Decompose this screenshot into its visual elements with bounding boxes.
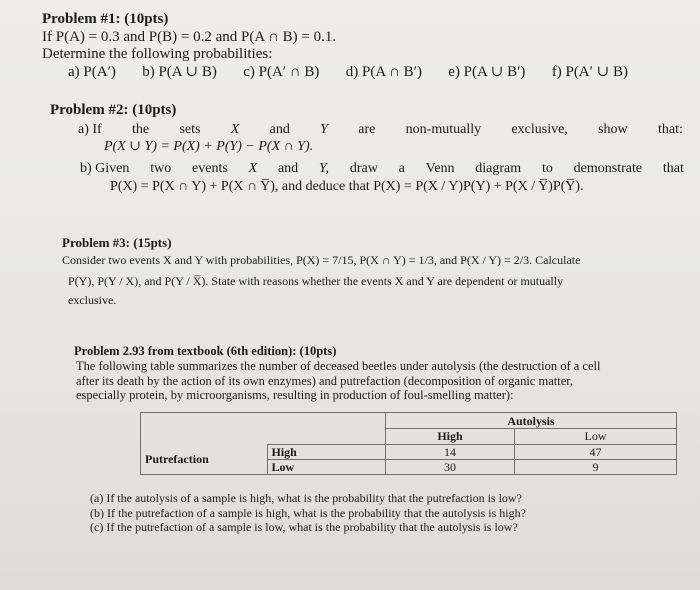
problem-3-title: Problem #3: (15pts): [62, 235, 172, 250]
problem-2-title: Problem #2: (10pts): [50, 102, 177, 118]
part-a: a) P(A′): [68, 64, 116, 80]
question-a: (a) If the autolysis of a sample is high, what is the probability that the putrefaction is low?: [90, 491, 522, 505]
problem-1-instruction: Determine the following probabilities:: [42, 46, 273, 62]
problem-1-given: If P(A) = 0.3 and P(B) = 0.2 and P(A ∩ B) = 0.1.: [42, 29, 337, 45]
problem-4-line-3: especially protein, by microorganisms, resulting in production of foul-smelling matter):: [76, 388, 514, 402]
cell-high-high: 14: [386, 444, 515, 459]
row-label-high: High: [267, 444, 386, 459]
problem-1-parts: [68, 65, 628, 80]
problem-4-line-2: after its death by the action of its own enzymes) and putrefaction (decomposition of organic matter,: [76, 374, 574, 388]
part-b: b) P(A ∪ B): [142, 64, 217, 80]
question-b: (b) If the putrefaction of a sample is high, what is the probability that the autolysis is high?: [90, 506, 526, 520]
problem-2b-text: b) Given two events X and Y, draw a Venn diagram to demonstrate that: [80, 161, 684, 176]
beetle-table: [140, 412, 677, 475]
problem-4-line-1: The following table summarizes the number of deceased beetles under autolysis (the destruction of a cell: [76, 359, 601, 373]
cell-low-high: 30: [386, 459, 515, 474]
problem-3-line-2: P(Y), P(Y / X), and P(Y / X̅). State with reasons whether the events X and Y are dependent or mutually: [68, 274, 564, 288]
row-header-putrefaction: Putrefaction: [141, 444, 268, 474]
row-label-low: Low: [267, 459, 386, 474]
problem-3-line-3: exclusive.: [68, 293, 117, 307]
problem-1-title: Problem #1: (10pts): [42, 11, 169, 27]
part-f: f) P(A′ ∪ B): [551, 64, 628, 80]
question-c: (c) If the putrefaction of a sample is low, what is the probability that the autolysis is low?: [90, 520, 518, 534]
problem-2b-formula: P(X) = P(X ∩ Y) + P(X ∩ Y̅), and deduce that P(X) = P(X / Y)P(Y) + P(X / Y̅)P(Y̅).: [110, 179, 584, 194]
problem-2a-text: a) If the sets X and Y are non-mutually exclusive, show that:: [78, 122, 683, 137]
col-header-high: High: [386, 429, 515, 444]
col-header-low: Low: [515, 429, 677, 444]
part-e: e) P(A ∪ B′): [448, 64, 526, 80]
cell-high-low: 47: [515, 444, 677, 459]
problem-3-line-1: Consider two events X and Y with probabilities, P(X) = 7/15, P(X ∩ Y) = 1/3, and P(X / Y) = 2/3. Calculate: [62, 253, 581, 267]
problem-4-title: Problem 2.93 from textbook (6th edition): (10pts): [74, 344, 337, 358]
problem-2a-formula: P(X ∪ Y) = P(X) + P(Y) − P(X ∩ Y).: [104, 139, 314, 154]
autolysis-header: Autolysis: [386, 413, 677, 429]
part-d: d) P(A ∩ B′): [345, 64, 422, 80]
cell-low-low: 9: [515, 459, 677, 474]
part-c: c) P(A′ ∩ B): [243, 64, 320, 80]
